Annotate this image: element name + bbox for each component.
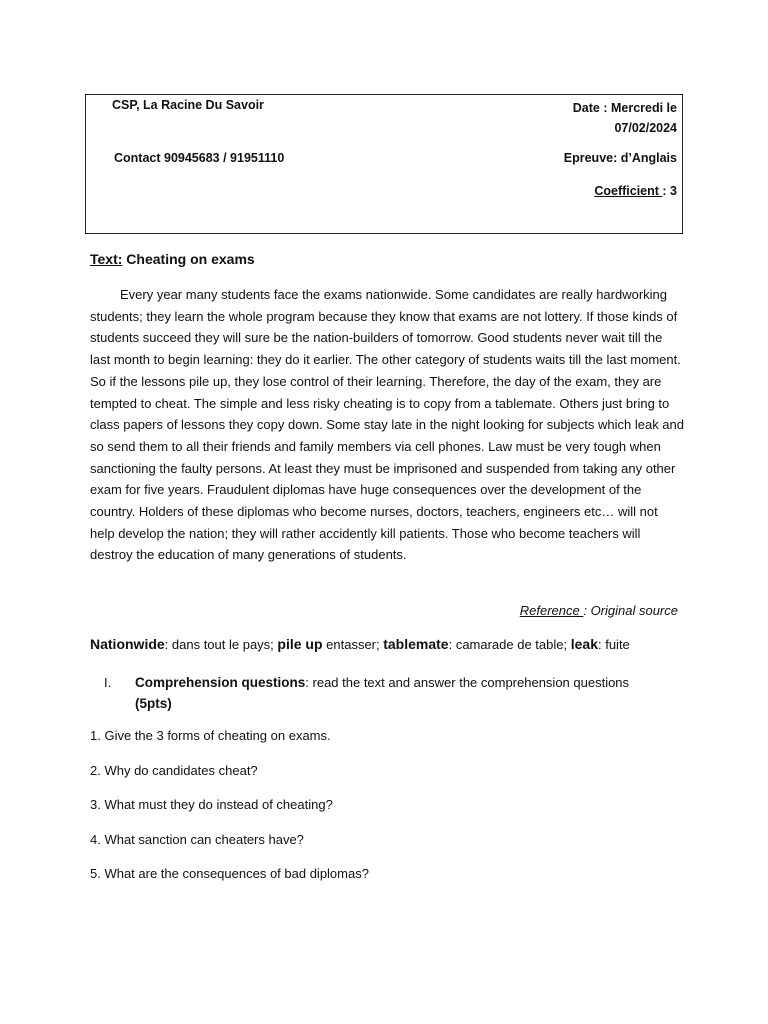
vocab-meaning: : dans tout le pays; <box>164 637 278 652</box>
section-number: I. <box>104 675 112 690</box>
question-item: 1. Give the 3 forms of cheating on exams. <box>90 728 331 743</box>
vocabulary-line <box>90 636 630 652</box>
date-line-1: Date : Mercredi le <box>572 101 677 115</box>
date-line-2: 07/02/2024 <box>614 121 677 135</box>
exam-date <box>573 98 677 138</box>
reference <box>520 603 678 618</box>
vocab-meaning: entasser; <box>322 637 384 652</box>
question-item: 4. What sanction can cheaters have? <box>90 832 304 847</box>
coefficient-value: : 3 <box>662 184 677 198</box>
section-instruction: : read the text and answer the comprehension questions <box>305 675 630 690</box>
text-label: Text: <box>90 251 123 267</box>
vocab-term: tablemate <box>383 636 449 652</box>
question-item: 5. What are the consequences of bad diplomas? <box>90 866 369 881</box>
text-title <box>90 251 255 267</box>
question-item: 2. Why do candidates cheat? <box>90 763 258 778</box>
exam-subject: Epreuve: d’Anglais <box>563 151 677 165</box>
exam-header-box <box>85 94 683 234</box>
vocab-term: leak <box>570 636 598 652</box>
school-name: CSP, La Racine Du Savoir <box>112 98 264 112</box>
reference-value: : Original source <box>583 603 678 618</box>
text-title-value: Cheating on exams <box>122 251 255 267</box>
vocab-term: pile up <box>277 636 323 652</box>
contact-info: Contact 90945683 / 91951110 <box>114 151 285 165</box>
coefficient-label: Coefficient <box>594 184 663 198</box>
question-item: 3. What must they do instead of cheating? <box>90 797 333 812</box>
reading-passage: Every year many students face the exams nationwide. Some candidates are really hardworking students; they learn the whole program because they know that exams are not lottery. If those kinds of students succeed they will sure be the nation-builders of tomorrow. Good students never wait till the last month to begin learning: they do it earlier. The other category of students waits till the last moment. So if the lessons pile up, they lose control of their learning. Therefore, the day of the exam, they are tempted to cheat. The simple and less risky cheating is to copy from a tablemate. Others just bring to class papers of lessons they copy down. Some stay late in the night looking for subjects which leak and so send them to all their friends and family members via cell phones. Law must be very tough when sanctioning the faulty persons. At least they must be imprisoned and suspended from taking any other exam for five years. Fraudulent diplomas have huge consequences over the development of the country. Holders of these diplomas who become nurses, doctors, teachers, engineers etc… will not help develop the nation; they will rather accidently kill patients. Those who become teachers will destroy the education of many generations of students. <box>90 287 684 563</box>
coefficient <box>594 184 677 198</box>
reference-label: Reference <box>519 603 584 618</box>
vocab-meaning: : fuite <box>597 637 630 652</box>
comprehension-section-heading <box>90 672 680 714</box>
vocab-term: Nationwide <box>90 636 165 652</box>
vocab-meaning: : camarade de table; <box>448 637 571 652</box>
section-points: (5pts) <box>135 696 172 711</box>
section-heading: Comprehension questions <box>135 675 306 690</box>
